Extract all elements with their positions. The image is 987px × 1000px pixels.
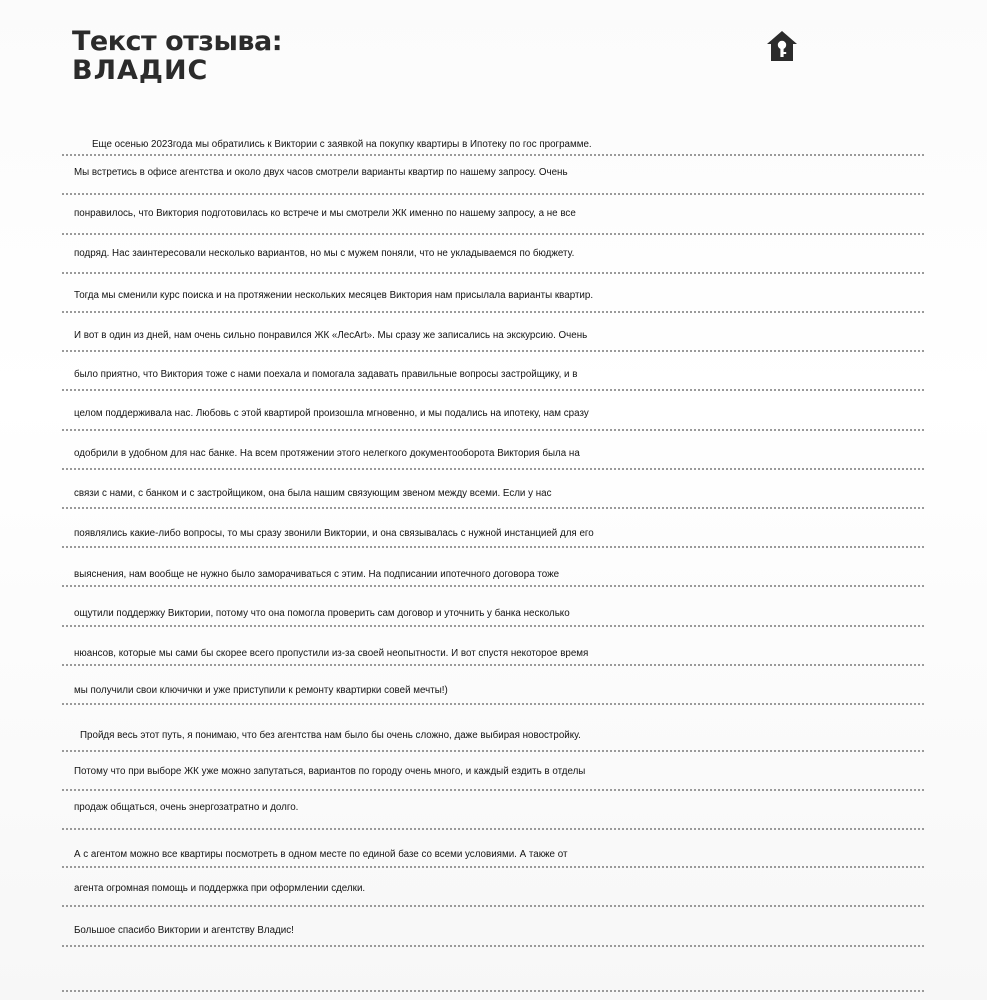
review-line: Мы встретись в офисе агентства и около двух часов смотрели варианты квартир по нашему запросу. Очень [74, 167, 568, 178]
ruled-line [62, 311, 924, 313]
ruled-line [62, 193, 924, 195]
review-line: подряд. Нас заинтересовали несколько вариантов, но мы с мужем поняли, что не укладываемся по бюджету. [74, 248, 575, 259]
review-line: целом поддерживала нас. Любовь с этой квартирой произошла мгновенно, и мы подались на ипотеку, нам сразу [74, 408, 589, 419]
ruled-line [62, 990, 924, 992]
review-line: нюансов, которые мы сами бы скорее всего пропустили из-за своей неопытности. И вот спустя некоторое время [74, 648, 589, 659]
ruled-line [62, 664, 924, 666]
review-line: Потому что при выборе ЖК уже можно запутаться, вариантов по городу очень много, и каждый ездить в отделы [74, 766, 586, 777]
review-body [62, 0, 924, 1000]
ruled-line [62, 350, 924, 352]
review-line: выяснения, нам вообще не нужно было заморачиваться с этим. На подписании ипотечного договора тоже [74, 569, 560, 580]
review-line: понравилось, что Виктория подготовилась ко встрече и мы смотрели ЖК именно по нашему запросу, а не все [74, 208, 576, 219]
ruled-line [62, 828, 924, 830]
ruled-line [62, 233, 924, 235]
ruled-line [62, 468, 924, 470]
ruled-line [62, 585, 924, 587]
title-line-1: Текст отзыва: [72, 26, 283, 57]
review-line: И вот в один из дней, нам очень сильно понравился ЖК «ЛесArt». Мы сразу же записались на экскурсию. Очень [74, 330, 588, 341]
review-line: связи с нами, с банком и с застройщиком, она была нашим связующим звеном между всеми. Если у нас [74, 488, 552, 499]
agency-name: ВЛАДИС [72, 55, 209, 86]
ruled-line [62, 750, 924, 752]
review-line: Большое спасибо Виктории и агентству Владис! [74, 925, 294, 936]
ruled-line [62, 389, 924, 391]
review-line: мы получили свои ключички и уже приступили к ремонту квартирки совей мечты!) [74, 685, 448, 696]
ruled-line [62, 507, 924, 509]
review-line: ощутили поддержку Виктории, потому что она помогла проверить сам договор и уточнить у банка несколько [74, 608, 570, 619]
review-line: Пройдя весь этот путь, я понимаю, что без агентства нам было бы очень сложно, даже выбирая новостройку. [80, 730, 581, 741]
ruled-line [62, 272, 924, 274]
review-line: Еще осенью 2023года мы обратились к Виктории с заявкой на покупку квартиры в Ипотеку по гос программе. [92, 139, 592, 150]
review-line: агента огромная помощь и поддержка при оформлении сделки. [74, 883, 366, 894]
ruled-line [62, 546, 924, 548]
ruled-line [62, 866, 924, 868]
ruled-line [62, 905, 924, 907]
review-line: Тогда мы сменили курс поиска и на протяжении нескольких месяцев Виктория нам присылала варианты квартир. [74, 290, 594, 301]
ruled-line [62, 154, 924, 156]
ruled-line [62, 429, 924, 431]
review-line: продаж общаться, очень энергозатратно и долго. [74, 802, 299, 813]
ruled-line [62, 789, 924, 791]
review-line: одобрили в удобном для нас банке. На всем протяжении этого нелегкого документооборота Виктория была на [74, 448, 580, 459]
review-line: А с агентом можно все квартиры посмотреть в одном месте по единой базе со всеми условиями. А также от [74, 849, 568, 860]
review-line: появлялись какие-либо вопросы, то мы сразу звонили Виктории, и она связывалась с нужной инстанцией для его [74, 528, 594, 539]
ruled-line [62, 703, 924, 705]
ruled-line [62, 945, 924, 947]
ruled-line [62, 625, 924, 627]
review-line: было приятно, что Виктория тоже с нами поехала и помогала задавать правильные вопросы застройщику, и в [74, 369, 578, 380]
